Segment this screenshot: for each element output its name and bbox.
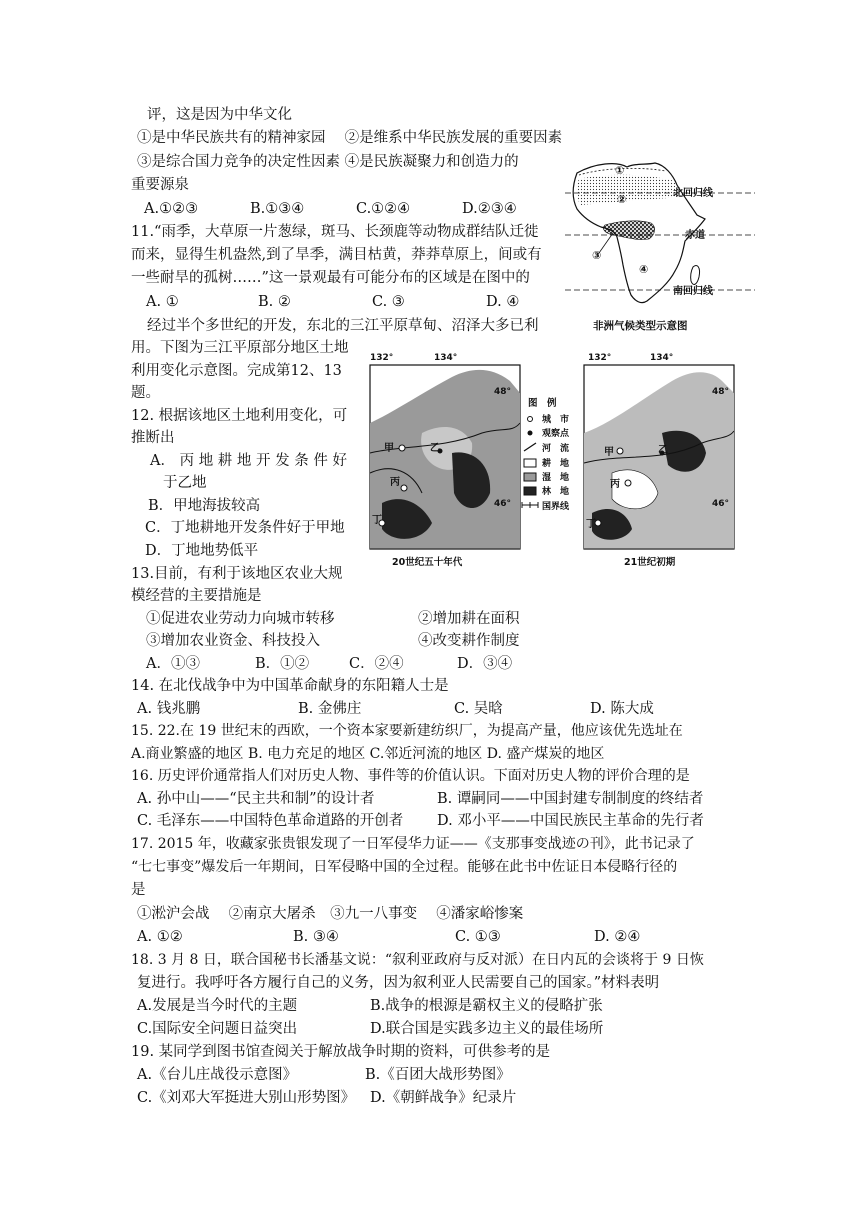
q13-option-a: A．①③	[146, 656, 200, 672]
q19-stem: 19. 某同学到图书馆查阅关于解放战争时期的资料，可供参考的是	[131, 1044, 551, 1060]
q11-stem-3: 一些耐旱的孤树……”这一景观最有可能分布的区域是在图中的	[131, 270, 530, 286]
q17-statements: ①淞沪会战 ②南京大屠杀 ③九一八事变 ④潘家峪惨案	[137, 906, 524, 922]
q13-option-c: C．②④	[349, 656, 404, 672]
zone-3-label: ③	[592, 249, 602, 262]
legend-wetland: 湿 地	[542, 473, 570, 483]
right-place-bing: 丙	[610, 479, 620, 490]
q18-option-a: A.发展是当今时代的主题	[137, 998, 298, 1014]
legend-city: 城 市	[542, 415, 570, 425]
q11-option-a: A. ①	[146, 294, 179, 310]
left-tick-134: 134°	[434, 353, 458, 363]
q19-option-c: C.《刘邓大军挺进大别山形势图》	[137, 1090, 356, 1106]
legend-farmland: 耕 地	[542, 459, 570, 469]
q15-stem: 15. 22.在 19 世纪末的西欧，一个资本家要新建纺织厂，为提高产量，他应该优先选址在	[131, 723, 683, 739]
legend-border: 国界线	[542, 502, 570, 512]
q13-option-b: B．①②	[255, 656, 310, 672]
q14-stem: 14. 在北伐战争中为中国革命献身的东阳籍人士是	[131, 678, 449, 694]
q13-statement-4: ④改变耕作制度	[418, 633, 520, 649]
q18-option-d: D.联合国是实践多边主义的最佳场所	[370, 1021, 604, 1037]
zone-2-label: ②	[617, 193, 627, 206]
q13-stem-1: 13.目前，有利于该地区农业大规	[131, 566, 343, 582]
q10-option-c: C.①②④	[356, 201, 411, 217]
q12-option-b: B．甲地海拔较高	[148, 498, 261, 514]
q13-statement-1: ①促进农业劳动力向城市转移	[146, 611, 335, 627]
q12-stem-1: 12. 根据该地区土地利用变化，可	[131, 408, 348, 424]
legend-river: 河 流	[542, 444, 570, 454]
q12-intro-4: 题。	[131, 385, 160, 401]
q16-option-c: C. 毛泽东——中国特色革命道路的开创者	[137, 813, 404, 829]
q17-option-b: B. ③④	[293, 929, 339, 945]
q14-option-a: A. 钱兆鹏	[137, 701, 201, 717]
right-place-jia: 甲	[604, 447, 614, 458]
tropic-of-capricorn-label: 南回归线	[673, 286, 713, 297]
left-place-yi: 乙	[430, 443, 440, 454]
q12-option-a: A． 丙 地 耕 地 开 发 条 件 好	[150, 453, 347, 469]
q12-option-d: D．丁地地势低平	[145, 543, 259, 559]
q16-option-d: D. 邓小平——中国民族民主革命的先行者	[437, 813, 704, 829]
left-place-jia: 甲	[384, 443, 394, 454]
q15-options: A.商业繁盛的地区 B. 电力充足的地区 C.邻近河流的地区 D. 盛产煤炭的地区	[131, 746, 605, 762]
q12-intro-3: 利用变化示意图。完成第12、13	[131, 363, 342, 379]
q11-stem-2: 而来，显得生机盎然,到了旱季，满目枯黄，莽莽草原上，间或有	[131, 247, 542, 263]
q10-statement-4-tail: 重要源泉	[131, 177, 189, 193]
tropic-of-cancer-label: 北回归线	[673, 188, 713, 199]
q10-stem-tail: 评，这是因为中华文化	[147, 107, 292, 123]
right-map-caption: 21世纪初期	[624, 557, 676, 568]
zone-3-rainforest	[603, 221, 654, 240]
q10-statement-3-4: ③是综合国力竞争的决定性因素 ④是民族凝聚力和创造力的	[137, 154, 519, 170]
q17-option-c: C. ①③	[455, 929, 501, 945]
equator-label: 赤道	[685, 230, 705, 241]
q10-statement-1-2: ①是中华民族共有的精神家园 ②是维系中华民族发展的重要因素	[137, 130, 563, 146]
q16-option-b: B. 谭嗣同——中国封建专制制度的终结者	[437, 791, 704, 807]
q12-option-a-tail: 于乙地	[163, 475, 207, 491]
africa-climate-map	[565, 155, 755, 340]
left-place-bing: 丙	[390, 477, 400, 488]
q10-option-a: A.①②③	[144, 201, 199, 217]
legend-title: 图 例	[528, 398, 557, 409]
q14-option-d: D. 陈大成	[590, 701, 654, 717]
q18-option-c: C.国际安全问题日益突出	[137, 1021, 298, 1037]
q12-intro-2: 用。下图为三江平原部分地区土地	[131, 340, 349, 356]
africa-map-drawing	[565, 155, 755, 325]
q13-option-d: D．③④	[457, 656, 513, 672]
legend-observation: 观察点	[542, 429, 570, 439]
q10-option-b: B.①③④	[250, 201, 305, 217]
q11-stem-1: 11.“雨季，大草原一片葱绿，斑马、长颈鹿等动物成群结队迁徙	[131, 224, 539, 240]
right-place-ding: 丁	[586, 519, 596, 530]
q12-intro-1: 经过半个多世纪的开发，东北的三江平原草甸、沼泽大多已利	[147, 318, 539, 334]
q14-option-c: C. 吴晗	[454, 701, 503, 717]
q17-stem-1: 17. 2015 年，收藏家张贵银发现了一日军侵华力证——《支那事变战迹の刊》，此书记录了	[131, 836, 695, 852]
left-place-ding: 丁	[372, 515, 382, 526]
q19-option-b: B.《百团大战形势图》	[365, 1067, 511, 1083]
q13-stem-2: 模经营的主要措施是	[131, 588, 262, 604]
q19-option-a: A.《台儿庄战役示意图》	[137, 1067, 298, 1083]
q11-option-c: C. ③	[372, 294, 405, 310]
q17-option-a: A. ①②	[137, 929, 183, 945]
q11-option-d: D. ④	[486, 294, 520, 310]
right-tick-46: 46°	[712, 499, 730, 509]
q16-stem: 16. 历史评价通常指人们对历史人物、事件等的价值认识。下面对历史人物的评价合理的是	[131, 768, 690, 784]
q12-option-c: C．丁地耕地开发条件好于甲地	[145, 520, 345, 536]
q17-option-d: D. ②④	[594, 929, 641, 945]
right-tick-134: 134°	[650, 353, 674, 363]
q18-stem-1: 18. 3 月 8 日，联合国秘书长潘基文说：“叙利亚政府与反对派）在日内瓦的会谈将于 9 日恢	[131, 952, 704, 968]
right-tick-132: 132°	[588, 353, 612, 363]
left-map-caption: 20世纪五十年代	[392, 557, 463, 568]
q19-option-d: D.《朝鲜战争》纪录片	[370, 1090, 517, 1106]
q12-stem-2: 推断出	[131, 430, 175, 446]
left-tick-48: 48°	[494, 387, 512, 397]
left-tick-132: 132°	[370, 353, 394, 363]
q16-option-a: A. 孙中山——“民主共和制”的设计者	[137, 791, 375, 807]
sanjiang-land-use-figure	[362, 353, 742, 578]
q18-stem-2: 复进行。我呼吁各方履行自己的义务，因为叙利亚人民需要自己的国家。”材料表明	[137, 975, 660, 991]
q17-stem-2: “七七事变”爆发后一年期间，日军侵略中国的全过程。能够在此书中佐证日本侵略行径的	[131, 859, 678, 875]
zone-4-label: ④	[639, 263, 649, 276]
q14-option-b: B. 金佛庄	[298, 701, 362, 717]
q13-statement-2: ②增加耕在面积	[418, 611, 520, 627]
right-place-yi: 乙	[658, 445, 668, 456]
q13-statement-3: ③增加农业资金、科技投入	[146, 633, 320, 649]
q18-option-b: B.战争的根源是霸权主义的侵略扩张	[370, 998, 603, 1014]
zone-1-label: ①	[615, 164, 625, 177]
q11-option-b: B. ②	[258, 294, 291, 310]
left-tick-46: 46°	[494, 499, 512, 509]
q17-stem-3: 是	[131, 882, 146, 898]
legend-symbols	[522, 417, 538, 509]
africa-map-caption: 非洲气候类型示意图	[593, 320, 688, 332]
legend-forest: 林 地	[542, 487, 570, 497]
q10-option-d: D.②③④	[462, 201, 517, 217]
right-tick-48: 48°	[712, 387, 730, 397]
